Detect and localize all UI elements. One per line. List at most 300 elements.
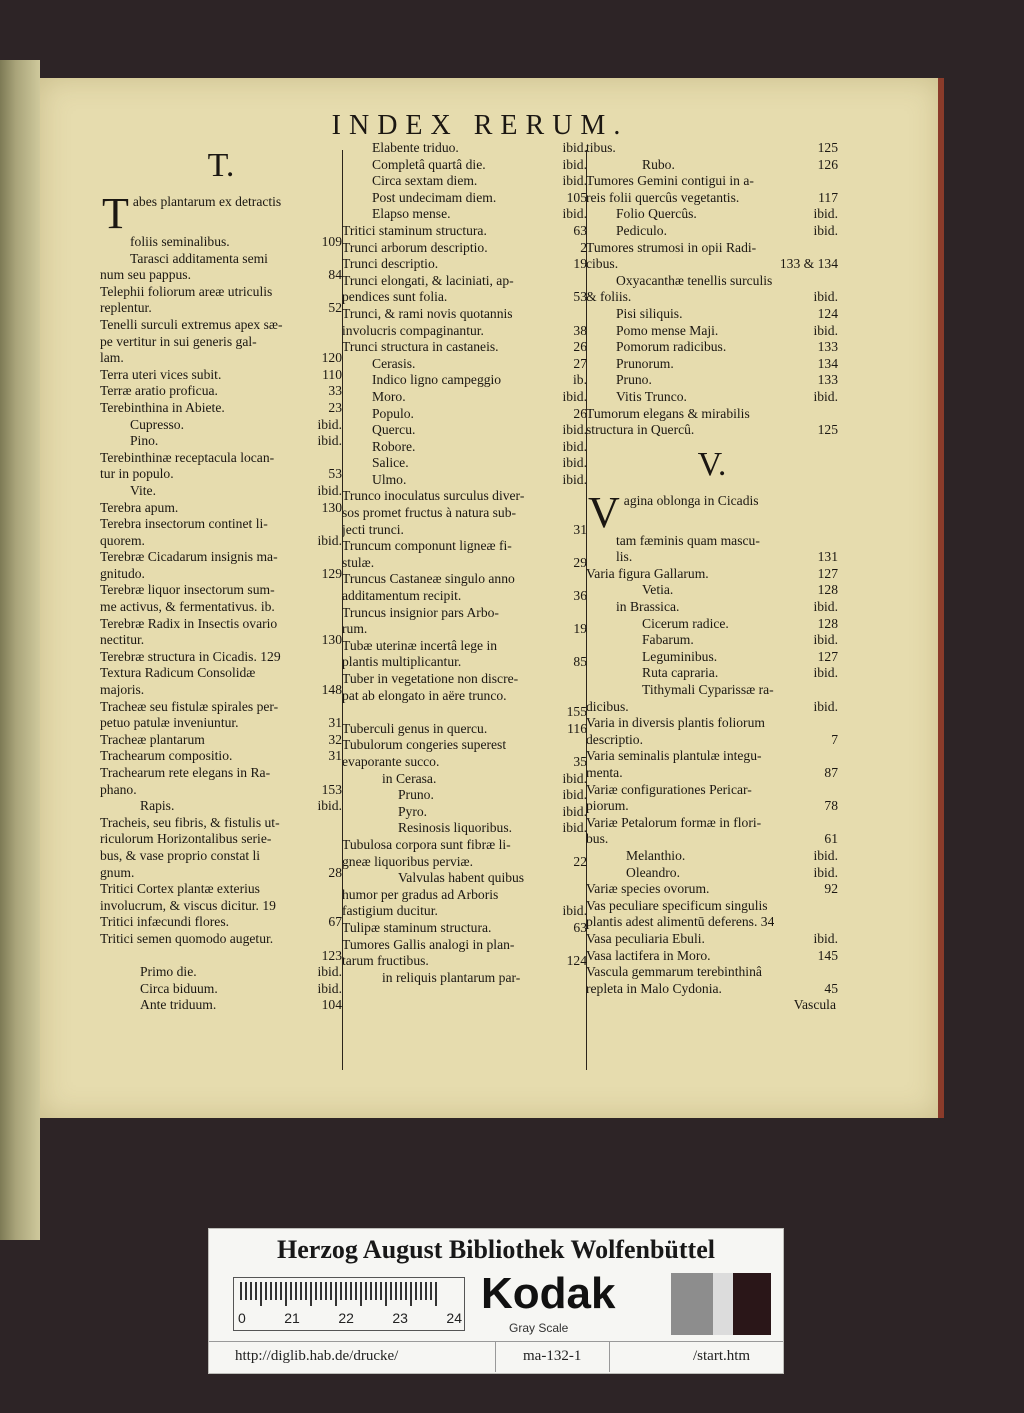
scale-tick xyxy=(240,1282,242,1300)
entry-text: Tritici Cortex plantæ exterius xyxy=(100,881,260,897)
page-reference: 92 xyxy=(824,881,838,897)
entry-text: Folio Quercûs. xyxy=(616,206,697,222)
gray-scale-label: Gray Scale xyxy=(509,1321,569,1335)
entry-text: plantis multiplicantur. xyxy=(342,654,462,670)
entry-text: Vetia. xyxy=(642,582,674,598)
page-reference xyxy=(834,173,838,190)
index-entry xyxy=(586,964,838,981)
entry-text: Elapso mense. xyxy=(372,206,451,222)
entry-text: Oxyacanthæ tenellis surculis xyxy=(616,272,773,288)
scale-tick xyxy=(290,1282,292,1300)
entry-text: menta. xyxy=(586,765,623,780)
entry-text: humor per gradus ad Arboris xyxy=(342,886,499,902)
entry-text: Quercu. xyxy=(372,422,416,438)
page-reference: 33 xyxy=(328,383,342,399)
index-entry xyxy=(342,505,587,522)
page-reference: ibid. xyxy=(562,173,587,189)
scale-tick xyxy=(385,1282,387,1306)
kodak-logo: Kodak xyxy=(481,1269,616,1318)
page-reference: ibid. xyxy=(317,798,342,814)
index-entry xyxy=(342,571,587,588)
index-entry xyxy=(342,372,587,389)
page-reference: 125 xyxy=(817,422,838,438)
page-reference: ibid. xyxy=(813,665,838,681)
entry-text: Terebinthina in Abiete. xyxy=(100,399,225,415)
entry-text: Terebræ Cicadarum insignis ma- xyxy=(100,549,278,565)
entry-text: Trachearum rete elegans in Ra- xyxy=(100,765,271,780)
page-reference xyxy=(834,273,838,290)
index-entry xyxy=(100,284,342,301)
page-reference: 123 xyxy=(321,947,342,963)
page-reference: 133 & 134 xyxy=(779,256,838,272)
page-reference: 19 xyxy=(573,256,587,272)
scale-tick xyxy=(365,1282,367,1300)
page-reference: 26 xyxy=(573,405,587,421)
entry-text: Terebinthinæ receptacula locan- xyxy=(100,449,275,465)
index-entry xyxy=(100,948,342,965)
index-entry xyxy=(342,488,587,505)
page-reference: 130 xyxy=(321,499,342,515)
page-reference: 116 xyxy=(567,720,587,736)
entry-text: Rubo. xyxy=(642,156,675,172)
entry-text: abes plantarum ex detractis xyxy=(132,194,282,209)
index-entry xyxy=(342,903,587,920)
page-reference: 19 xyxy=(573,621,587,637)
index-entry xyxy=(586,665,838,682)
entry-text: Truncus insignior pars Arbo- xyxy=(342,604,499,620)
index-entry xyxy=(342,671,587,688)
scale-tick xyxy=(330,1282,332,1300)
scale-number: 0 xyxy=(238,1310,246,1326)
entry-text: Pruno. xyxy=(616,372,652,388)
entry-text: Tuber in vegetatione non discre- xyxy=(342,671,519,686)
index-entry xyxy=(100,417,342,434)
index-entry xyxy=(342,306,587,323)
scale-tick xyxy=(310,1282,312,1306)
entry-text: lis. xyxy=(616,549,633,565)
index-entry xyxy=(342,422,587,439)
entry-text: petuo patulæ inveniuntur. xyxy=(100,715,239,731)
index-entry xyxy=(100,516,342,533)
page-reference: 148 xyxy=(321,682,342,698)
index-entry xyxy=(586,914,838,931)
page-reference: ibid. xyxy=(562,770,587,786)
entry-text: foliis seminalibus. xyxy=(130,234,230,249)
page-reference: ibid. xyxy=(813,930,838,946)
section-letter: V. xyxy=(697,445,727,483)
index-entry xyxy=(586,190,838,207)
page-reference xyxy=(834,815,838,832)
drop-capital: V xyxy=(588,492,620,533)
index-entry xyxy=(586,848,838,865)
url-right: /start.htm xyxy=(693,1348,751,1364)
index-entry xyxy=(586,356,838,373)
index-entry xyxy=(342,140,587,157)
url-mid: ma-132-1 xyxy=(523,1348,582,1364)
entry-text: Vascula gemmarum terebinthinâ xyxy=(586,964,762,980)
index-entry xyxy=(586,948,838,965)
entry-text: reis folii quercûs vegetantis. xyxy=(586,189,740,205)
scale-tick xyxy=(245,1282,247,1300)
entry-text: piorum. xyxy=(586,798,629,814)
entry-text: Circa biduum. xyxy=(140,980,218,996)
entry-text: Tritici semen quomodo augetur. xyxy=(100,930,274,946)
page-reference: ibid. xyxy=(562,156,587,172)
entry-text: Telephii foliorum areæ utriculis xyxy=(100,283,273,299)
index-entry xyxy=(100,367,342,384)
scale-number: 22 xyxy=(338,1310,354,1326)
index-entry xyxy=(342,389,587,406)
scale-tick xyxy=(295,1282,297,1300)
scale-number: 23 xyxy=(392,1310,408,1326)
index-entry xyxy=(100,682,342,699)
entry-text: Vite. xyxy=(130,482,156,498)
index-entry xyxy=(100,914,342,931)
page-reference: ibid. xyxy=(813,632,838,648)
measurement-scale xyxy=(233,1277,465,1331)
page-reference: ibid. xyxy=(562,471,587,487)
index-entry xyxy=(586,533,838,550)
entry-text: Indico ligno campeggio xyxy=(372,372,502,388)
entry-text: Tulipæ staminum structura. xyxy=(342,919,492,935)
index-entry xyxy=(100,898,342,915)
entry-text: quorem. xyxy=(100,532,145,548)
index-entry xyxy=(586,323,838,340)
url-left: http://diglib.hab.de/drucke/ xyxy=(235,1348,399,1364)
scale-tick xyxy=(250,1282,252,1300)
index-entry xyxy=(342,190,587,207)
entry-text: Terebra insectorum continet li- xyxy=(100,516,268,532)
page-reference: 155 xyxy=(566,704,587,720)
index-entry xyxy=(100,632,342,649)
entry-text: Melanthio. xyxy=(626,847,686,863)
page-reference: 52 xyxy=(328,300,342,316)
entry-text: Completâ quartâ die. xyxy=(372,156,486,172)
entry-text: Tumores Gemini contigui in a- xyxy=(586,173,754,189)
entry-text: repleta in Malo Cydonia. xyxy=(586,980,722,996)
page-reference: 87 xyxy=(824,765,838,780)
entry-text: tibus. xyxy=(586,140,616,155)
index-entry xyxy=(342,771,587,788)
url-separator xyxy=(609,1342,610,1372)
index-entry xyxy=(100,350,342,367)
index-entry xyxy=(586,981,838,998)
scale-tick xyxy=(355,1282,357,1300)
index-entry xyxy=(586,372,838,389)
entry-text: Trunci arborum descriptio. xyxy=(342,239,488,255)
index-entry xyxy=(100,334,342,351)
entry-text: Pomo mense Maji. xyxy=(616,322,719,338)
index-entry xyxy=(100,748,342,765)
page-reference xyxy=(834,715,838,732)
index-entry xyxy=(100,533,342,550)
scale-tick xyxy=(345,1282,347,1300)
index-entry xyxy=(100,865,342,882)
index-entry xyxy=(342,157,587,174)
index-entry xyxy=(100,997,342,1014)
scale-tick xyxy=(430,1282,432,1300)
page-reference: 63 xyxy=(573,222,587,238)
scale-tick xyxy=(255,1282,257,1300)
index-entry xyxy=(100,300,342,317)
entry-text: Valvulas habent quibus xyxy=(398,870,525,886)
index-entry xyxy=(586,931,838,948)
scale-tick xyxy=(360,1282,362,1306)
index-entry xyxy=(100,881,342,898)
scale-tick xyxy=(415,1282,417,1300)
scale-tick xyxy=(380,1282,382,1300)
index-entry xyxy=(342,920,587,937)
index-entry xyxy=(586,306,838,323)
entry-text: Tritici staminum structura. xyxy=(342,222,487,238)
entry-text: me activus, & fermentativus. ib. xyxy=(100,599,275,615)
entry-text: Prunorum. xyxy=(616,355,674,371)
page-reference: 31 xyxy=(328,748,342,764)
entry-text: Trunci, & rami novis quotannis xyxy=(342,305,513,321)
entry-text: Trunco inoculatus surculus diver- xyxy=(342,488,525,504)
index-entry xyxy=(342,970,587,987)
page-reference: ibid. xyxy=(317,964,342,980)
page-reference: ibid. xyxy=(317,980,342,996)
page-reference: 31 xyxy=(328,715,342,731)
page-reference xyxy=(834,533,838,550)
entry-text: jecti trunci. xyxy=(342,521,404,537)
scale-tick xyxy=(425,1282,427,1300)
page-reference: 31 xyxy=(573,521,587,537)
page-reference: 67 xyxy=(328,914,342,930)
entry-text: nectitur. xyxy=(100,632,145,648)
entry-text: Variæ species ovorum. xyxy=(586,881,710,897)
entry-text: Terebræ structura in Cicadis. 129 xyxy=(100,648,281,664)
entry-text: Tithymali Cyparissæ ra- xyxy=(642,682,774,698)
index-entry xyxy=(342,621,587,638)
index-entry xyxy=(100,400,342,417)
entry-text: Textura Radicum Consolidæ xyxy=(100,665,256,681)
index-entry xyxy=(342,472,587,489)
entry-text: Trunci descriptio. xyxy=(342,256,439,272)
entry-text: Fabarum. xyxy=(642,632,694,648)
index-entry xyxy=(100,500,342,517)
index-entry xyxy=(342,820,587,837)
index-entry xyxy=(342,787,587,804)
page-reference: 85 xyxy=(573,654,587,670)
page-reference: 53 xyxy=(328,466,342,482)
entry-text: Tumores strumosi in opii Radi- xyxy=(586,239,757,255)
page-reference: 29 xyxy=(573,554,587,570)
entry-text: stulæ. xyxy=(342,554,375,570)
catchword: Vascula xyxy=(793,997,836,1013)
scale-tick xyxy=(315,1282,317,1300)
scale-tick xyxy=(370,1282,372,1300)
page-reference: 134 xyxy=(817,355,838,371)
page-reference: 22 xyxy=(573,853,587,869)
entry-text: gnum. xyxy=(100,864,135,880)
index-entry xyxy=(342,406,587,423)
entry-text: fastigium ducitur. xyxy=(342,903,438,919)
index-entry xyxy=(586,732,838,749)
entry-text: Varia figura Gallarum. xyxy=(586,565,709,581)
index-entry xyxy=(100,715,342,732)
index-entry xyxy=(586,881,838,898)
scale-tick xyxy=(405,1282,407,1300)
page-reference: 110 xyxy=(322,366,342,382)
library-name: Herzog August Bibliothek Wolfenbüttel xyxy=(277,1235,715,1264)
index-entry xyxy=(342,605,587,622)
entry-text: Vas peculiare specificum singulis xyxy=(586,897,768,913)
page-reference: 2 xyxy=(580,239,587,255)
entry-text: Rapis. xyxy=(140,798,175,814)
entry-text: in Brassica. xyxy=(616,599,680,615)
index-entry xyxy=(586,782,838,799)
entry-text: evaporante succo. xyxy=(342,753,440,769)
entry-text: Ruta capraria. xyxy=(642,665,719,681)
entry-text: bus. xyxy=(586,831,609,847)
page-reference xyxy=(834,406,838,423)
entry-text: Vitis Trunco. xyxy=(616,388,687,404)
index-entry xyxy=(100,765,342,782)
entry-text: additamentum recipit. xyxy=(342,588,462,604)
entry-text: tam fæminis quam mascu- xyxy=(616,532,760,548)
entry-text: Pino. xyxy=(130,433,159,449)
page-reference: ibid. xyxy=(562,803,587,819)
entry-text: Pisi siliquis. xyxy=(616,305,683,321)
page-reference: 26 xyxy=(573,339,587,355)
entry-text: Varia seminalis plantulæ integu- xyxy=(586,748,762,764)
page-reference: ibid. xyxy=(813,599,838,615)
entry-text: num seu pappus. xyxy=(100,267,191,283)
index-entry xyxy=(586,798,838,815)
index-entry xyxy=(100,483,342,500)
entry-text: Varia in diversis plantis foliorum xyxy=(586,715,765,731)
entry-text: in reliquis plantarum par- xyxy=(382,969,521,985)
entry-text: sos promet fructus à natura sub- xyxy=(342,505,517,521)
index-entry xyxy=(586,566,838,583)
page-reference: 104 xyxy=(321,997,342,1013)
page-reference: 28 xyxy=(328,864,342,880)
index-entry xyxy=(342,704,587,721)
index-entry xyxy=(100,649,342,666)
entry-text: rum. xyxy=(342,621,368,637)
entry-text: Robore. xyxy=(372,438,416,454)
index-entry xyxy=(342,588,587,605)
index-entry xyxy=(100,599,342,616)
index-entry xyxy=(586,223,838,240)
entry-text: & foliis. xyxy=(586,289,632,305)
index-entry xyxy=(342,289,587,306)
index-entry xyxy=(342,953,587,970)
entry-text: tarum fructibus. xyxy=(342,953,429,969)
page-reference: 105 xyxy=(566,189,587,205)
page-reference: 124 xyxy=(566,953,587,969)
index-entry xyxy=(342,206,587,223)
index-entry xyxy=(100,831,342,848)
index-entry xyxy=(342,522,587,539)
scale-tick xyxy=(265,1282,267,1300)
index-entry xyxy=(586,748,838,765)
index-entry xyxy=(342,737,587,754)
page-reference xyxy=(834,898,838,915)
index-entry xyxy=(100,234,342,251)
scale-tick xyxy=(350,1282,352,1300)
scale-number: 24 xyxy=(446,1310,462,1326)
index-entry xyxy=(342,688,587,705)
page-reference: 109 xyxy=(321,234,342,249)
section-letter: T. xyxy=(207,147,235,184)
page-reference: 128 xyxy=(817,615,838,631)
page-reference: 32 xyxy=(328,731,342,747)
page-reference: 36 xyxy=(573,588,587,604)
entry-text: Tumores Gallis analogi in plan- xyxy=(342,936,515,952)
entry-text: Terebræ liquor insectorum sum- xyxy=(100,582,275,598)
entry-text: majoris. xyxy=(100,682,145,698)
entry-text: structura in Quercû. xyxy=(586,422,695,438)
scale-tick xyxy=(270,1282,272,1300)
entry-text: Tarasci additamenta semi xyxy=(130,250,268,266)
index-entry xyxy=(100,815,342,832)
entry-text: Vasa peculiaria Ebuli. xyxy=(586,930,705,946)
page-reference: 78 xyxy=(824,798,838,814)
entry-text: Leguminibus. xyxy=(642,648,718,664)
index-entry xyxy=(342,273,587,290)
entry-text: Salice. xyxy=(372,455,409,471)
page-reference: 133 xyxy=(817,372,838,388)
index-entry xyxy=(100,450,342,467)
index-entry xyxy=(100,616,342,633)
page-reference: ibid. xyxy=(813,698,838,714)
page-reference: ibid. xyxy=(562,388,587,404)
scale-tick xyxy=(300,1282,302,1300)
entry-text: riculorum Horizontalibus serie- xyxy=(100,831,272,847)
page-reference: ibid. xyxy=(813,388,838,404)
entry-text: pendices sunt folia. xyxy=(342,289,448,305)
page-reference: 61 xyxy=(824,831,838,847)
entry-text: Tubæ uterinæ incertâ lege in xyxy=(342,637,498,653)
index-entry xyxy=(586,422,838,439)
entry-text: Terebræ Radix in Insectis ovario xyxy=(100,615,278,631)
index-entry xyxy=(342,439,587,456)
index-entry xyxy=(342,323,587,340)
page-reference xyxy=(834,914,838,931)
gray-patch-dark xyxy=(733,1273,771,1335)
entry-text: Tubulorum congeries superest xyxy=(342,737,507,753)
index-entry xyxy=(586,549,838,566)
index-entry xyxy=(100,466,342,483)
page-edge xyxy=(938,78,944,1118)
entry-text: Tritici infæcundi flores. xyxy=(100,914,230,930)
entry-text: phano. xyxy=(100,781,137,797)
index-entry xyxy=(586,632,838,649)
page-reference: 153 xyxy=(321,781,342,797)
page-reference xyxy=(834,682,838,699)
index-entry xyxy=(342,804,587,821)
url-row xyxy=(209,1341,783,1372)
entry-text: gnitudo. xyxy=(100,565,145,581)
scale-tick xyxy=(435,1282,437,1306)
entry-text: Terebra apum. xyxy=(100,499,179,515)
page-reference: 124 xyxy=(817,305,838,321)
page-reference: ibid. xyxy=(562,438,587,454)
scale-tick xyxy=(375,1282,377,1300)
entry-text: Oleandro. xyxy=(626,864,680,880)
page-reference: 126 xyxy=(817,156,838,172)
index-entry xyxy=(342,555,587,572)
scale-tick xyxy=(260,1282,262,1306)
page-reference: 7 xyxy=(831,731,838,747)
index-entry xyxy=(100,699,342,716)
index-entry xyxy=(586,898,838,915)
scale-tick xyxy=(335,1282,337,1306)
index-entry xyxy=(342,638,587,655)
